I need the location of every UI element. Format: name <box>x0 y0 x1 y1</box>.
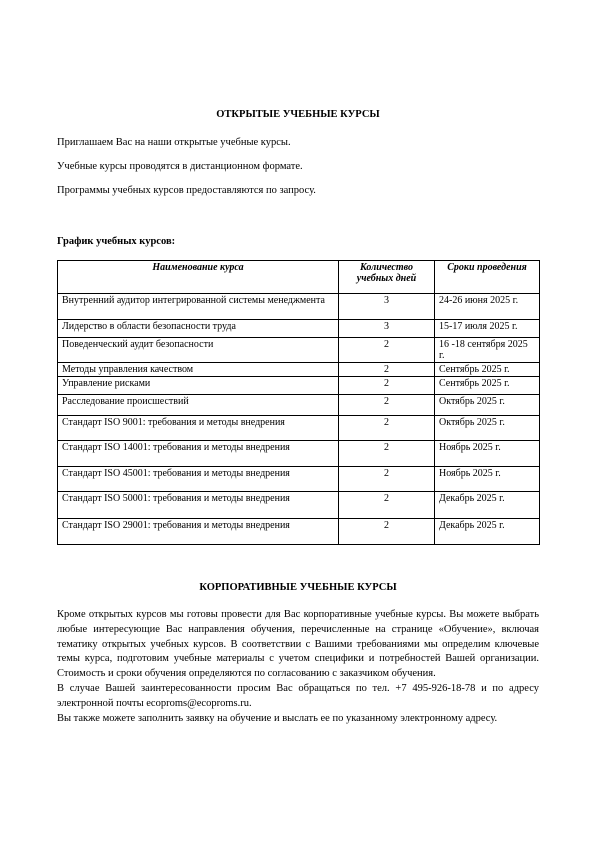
dates-cell: Декабрь 2025 г. <box>435 492 540 519</box>
table-row <box>58 467 540 492</box>
days-cell: 3 <box>339 320 435 338</box>
table-row <box>58 294 540 320</box>
table-row <box>58 519 540 545</box>
table-row <box>58 377 540 395</box>
open-courses-title: ОТКРЫТЫЕ УЧЕБНЫЕ КУРСЫ <box>216 109 380 120</box>
dates-cell: Ноябрь 2025 г. <box>435 467 540 492</box>
course-name-cell: Стандарт ISO 45001: требования и методы внедрения <box>58 467 339 492</box>
course-name-cell: Управление рисками <box>58 377 339 395</box>
corporate-paragraph-3: Вы также можете заполнить заявку на обучение и выслать ее по указанному электронному адресу. <box>57 712 498 724</box>
table-row <box>58 363 540 377</box>
schedule-table <box>57 260 540 545</box>
schedule-title: График учебных курсов: <box>57 236 176 247</box>
days-cell: 2 <box>339 395 435 416</box>
days-cell: 2 <box>339 416 435 441</box>
table-row <box>58 416 540 441</box>
days-cell: 2 <box>339 467 435 492</box>
days-cell: 2 <box>339 377 435 395</box>
header-days: Количество учебных дней <box>339 261 435 294</box>
dates-cell: 16 -18 сентября 2025 г. <box>435 338 540 363</box>
course-name-cell: Внутренний аудитор интегрированной системы менеджмента <box>58 294 339 320</box>
days-cell: 2 <box>339 338 435 363</box>
table-row <box>58 320 540 338</box>
table-header-row <box>58 261 540 294</box>
course-name-cell: Стандарт ISO 9001: требования и методы внедрения <box>58 416 339 441</box>
course-name-cell: Методы управления качеством <box>58 363 339 377</box>
course-name-cell: Лидерство в области безопасности труда <box>58 320 339 338</box>
dates-cell: Сентябрь 2025 г. <box>435 377 540 395</box>
corporate-paragraph-1: Кроме открытых курсов мы готовы провести для Вас корпоративные учебные курсы. Вы можете выбрать любые интересующие Вас направления обучения, перечисленные на странице «Обучение», включая тематику открытых учебных курсов. В соответствии с Вашими требованиями мы определим ключевые темы курса, подготовим учебные материалы с учетом специфики и потребностей Вашей организации. Стоимость и сроки обучения определяются по согласованию с заказчиком обучения. <box>57 609 539 680</box>
corporate-text <box>57 608 539 726</box>
days-cell: 2 <box>339 519 435 545</box>
course-name-cell: Поведенческий аудит безопасности <box>58 338 339 363</box>
dates-cell: Октябрь 2025 г. <box>435 395 540 416</box>
intro-line-3: Программы учебных курсов предоставляются по запросу. <box>57 185 316 196</box>
days-cell: 2 <box>339 441 435 467</box>
days-cell: 2 <box>339 363 435 377</box>
corporate-courses-title: КОРПОРАТИВНЫЕ УЧЕБНЫЕ КУРСЫ <box>199 582 397 593</box>
table-row <box>58 441 540 467</box>
intro-line-2: Учебные курсы проводятся в дистанционном формате. <box>57 161 303 172</box>
table-row <box>58 492 540 519</box>
course-name-cell: Стандарт ISO 50001: требования и методы внедрения <box>58 492 339 519</box>
dates-cell: Ноябрь 2025 г. <box>435 441 540 467</box>
dates-cell: 24-26 июня 2025 г. <box>435 294 540 320</box>
table-row <box>58 338 540 363</box>
dates-cell: Сентябрь 2025 г. <box>435 363 540 377</box>
course-name-cell: Стандарт ISO 29001: требования и методы внедрения <box>58 519 339 545</box>
header-dates: Сроки проведения <box>435 261 540 294</box>
days-cell: 3 <box>339 294 435 320</box>
course-name-cell: Расследование происшествий <box>58 395 339 416</box>
intro-line-1: Приглашаем Вас на наши открытые учебные курсы. <box>57 137 291 148</box>
header-course-name: Наименование курса <box>58 261 339 294</box>
dates-cell: Октябрь 2025 г. <box>435 416 540 441</box>
dates-cell: Декабрь 2025 г. <box>435 519 540 545</box>
course-name-cell: Стандарт ISO 14001: требования и методы внедрения <box>58 441 339 467</box>
dates-cell: 15-17 июля 2025 г. <box>435 320 540 338</box>
table-row <box>58 395 540 416</box>
days-cell: 2 <box>339 492 435 519</box>
corporate-paragraph-2: В случае Вашей заинтересованности просим Вас обращаться по тел. +7 495-926-18-78 и по адресу электронной почты ecoproms@ecoproms.ru. <box>57 682 539 709</box>
